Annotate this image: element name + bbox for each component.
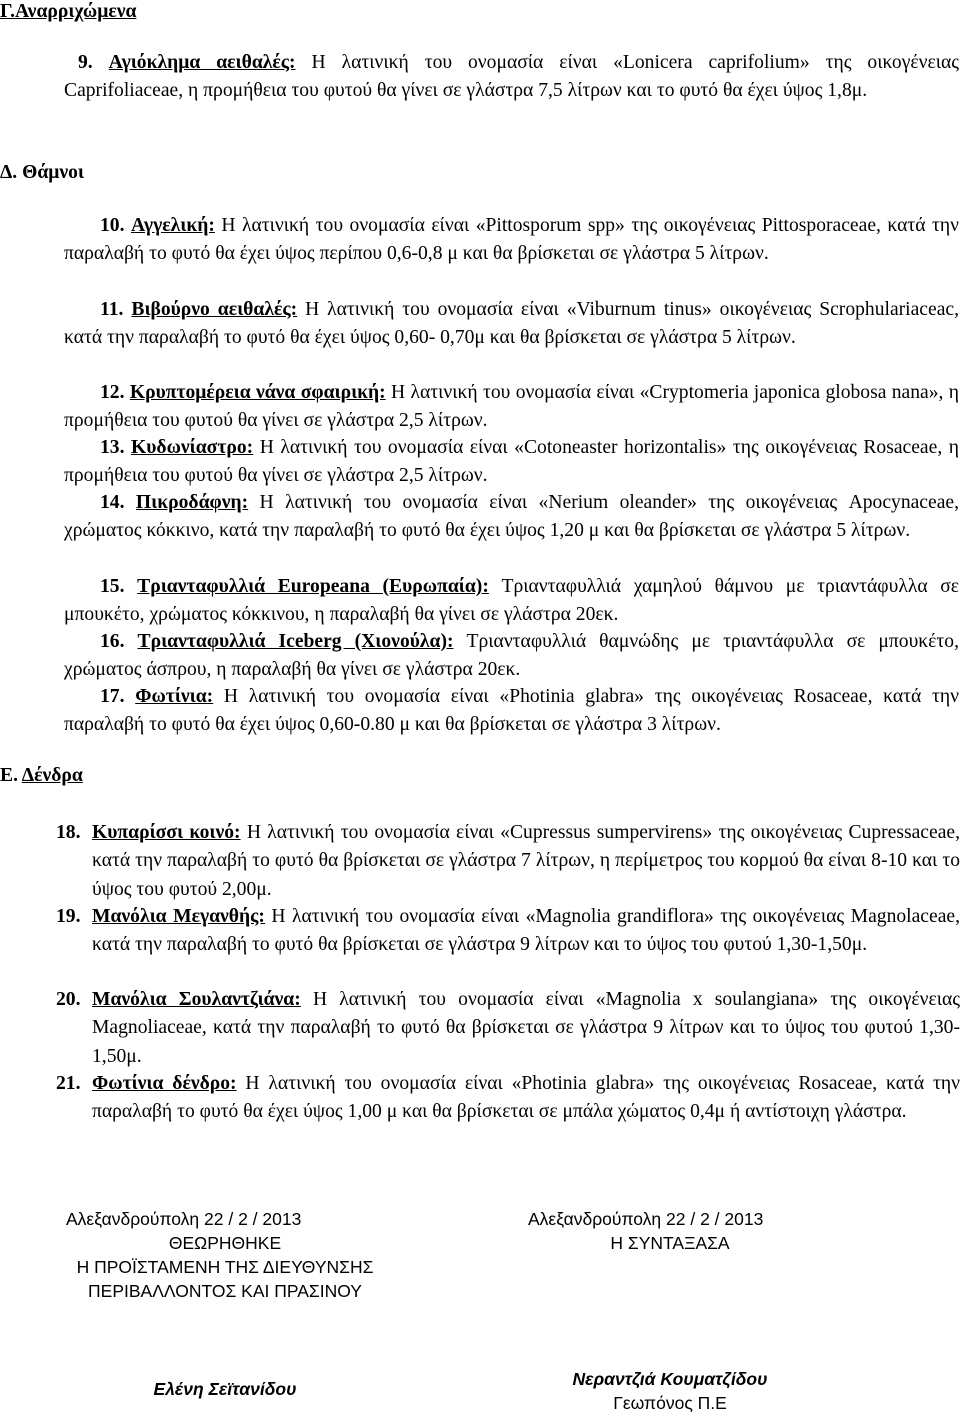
footer-right-line1: Η ΣΥΝΤΑΞΑΣΑ (610, 1233, 730, 1253)
item-name: Πικροδάφνη: (135, 492, 249, 513)
list-item-16: 16. Τριανταφυλλιά Iceberg (Χιονούλα): Τριανταφυλλιά θαμνώδης με τριαντάφυλλα σε μπουκέτο, χρώματος άσπρου, η παραλαβή θα γίνει σε γλάστρα 20εκ. (64, 631, 959, 681)
section-heading-gamma: Γ.Αναρριχώμενα (0, 1, 137, 22)
item-name: Κυπαρίσσι κοινό: (92, 822, 241, 843)
list-item-10: 10. Αγγελική: Η λατινική του ονομασία είναι «Pittosporum spp» της οικογένειας Pittosporaceae, κατά την παραλαβή το φυτό θα έχει ύψος περίπου 0,6-0,8 μ και θα βρίσκεται σε γλάστρα 5 λίτρων. (64, 215, 959, 265)
list-item-20: 20. Μανόλια Σουλαντζιάνα: Η λατινική του ονομασία είναι «Magnolia x soulangiana» της οικογένειας Magnoliaceae, κατά την παραλαβή το φυτό θα βρίσκεται σε γλάστρα 9 λίτρων και το ύψος του φυτού 1,30-1,50μ. (56, 989, 960, 1067)
item-text: Η λατινική του ονομασία είναι «Pittosporum spp» της οικογένειας Pittosporaceae, κατά την παραλαβή το φυτό θα έχει ύψος περίπου 0,6-0,8 μ και θα βρίσκεται σε γλάστρα 5 λίτρων. (64, 215, 959, 265)
item-text: Η λατινική του ονομασία είναι «Nerium oleander» της οικογένειας Apocynaceae, χρώματος κόκκινο, κατά την παραλαβή το φυτό θα έχει ύψος 1,20 μ και θα βρίσκεται σε γλάστρα 5 λίτρων. (64, 492, 959, 542)
list-item-13: 13. Κυδωνίαστρο: Η λατινική του ονομασία είναι «Cotoneaster horizontalis» της οικογένειας Rosaceae, η προμήθεια του φυτού θα γίνει σε γλάστρα 2,5 λίτρων. (64, 437, 959, 487)
item-name: Αγγελική: (131, 215, 215, 236)
item-text: Η λατινική του ονομασία είναι «Photinia glabra» της οικογένειας Rosaceae, κατά την παραλαβή το φυτό θα έχει ύψος 0,60-0.80 μ και θα βρίσκεται σε γλάστρα 3 λίτρων. (64, 686, 959, 736)
footer-left-line1: ΘΕΩΡΗΘΗΚΕ (168, 1233, 282, 1253)
footer-right-place-date: Αλεξανδρούπολη 22 / 2 / 2013 (528, 1209, 764, 1229)
list-item-21: 21. Φωτίνια δένδρο: Η λατινική του ονομασία είναι «Photinia glabra» της οικογένειας Rosaceae, κατά την παραλαβή το φυτό θα έχει ύψος 1,00 μ και θα βρίσκεται σε μπάλα χώματος 0,4μ ή αντίστοιχη γλάστρα. (56, 1073, 960, 1123)
item-text: Η λατινική του ονομασία είναι «Magnolia x soulangiana» της οικογένειας Magnoliaceae, κατά την παραλαβή το φυτό θα βρίσκεται σε γλάστρα 9 λίτρων και το ύψος του φυτού 1,30-1,50μ. (92, 989, 960, 1067)
item-name: Αγιόκλημα αειθαλές: (108, 52, 296, 73)
list-item-15: 15. Τριανταφυλλιά Europeana (Ευρωπαία): Τριανταφυλλιά χαμηλού θάμνου με τριαντάφυλλα σε μπουκέτο, χρώματος κόκκινου, η παραλαβή θα γίνει σε γλάστρα 20εκ. (64, 576, 960, 626)
list-item-17: 17. Φωτίνια: Η λατινική του ονομασία είναι «Photinia glabra» της οικογένειας Rosaceae, κατά την παραλαβή το φυτό θα έχει ύψος 0,60-0.80 μ και θα βρίσκεται σε γλάστρα 3 λίτρων. (64, 686, 959, 736)
list-item-14: 14. Πικροδάφνη: Η λατινική του ονομασία είναι «Nerium oleander» της οικογένειας Apocynaceae, χρώματος κόκκινο, κατά την παραλαβή το φυτό θα έχει ύψος 1,20 μ και θα βρίσκεται σε γλάστρα 5 λίτρων. (64, 492, 959, 542)
item-name: Κρυπτομέρεια νάνα σφαιρική: (129, 382, 386, 403)
footer-right-signer: Νεραντζιά Κουματζίδου (572, 1369, 768, 1389)
footer-left-line2: Η ΠΡΟΪΣΤΑΜΕΝΗ ΤΗΣ ΔΙΕΥΘΥΝΣΗΣ (76, 1257, 374, 1277)
list-item-19: 19. Μανόλια Μεγανθής: Η λατινική του ονομασία είναι «Magnolia grandiflora» της οικογένειας Magnolaceae, κατά την παραλαβή το φυτό θα βρίσκεται σε γλάστρα 9 λίτρων και το ύψος του φυτού 1,30-1,50μ. (56, 906, 960, 956)
item-name: Φωτίνια δένδρο: (92, 1073, 237, 1094)
footer-left-line3: ΠΕΡΙΒΑΛΛΟΝΤΟΣ ΚΑΙ ΠΡΑΣΙΝΟΥ (88, 1281, 362, 1301)
item-name: Μανόλια Μεγανθής: (92, 906, 265, 927)
section-heading-delta: Δ. Θάμνοι (0, 162, 84, 183)
footer-right-title: Γεωπόνος Π.Ε (613, 1393, 727, 1413)
item-text: Η λατινική του ονομασία είναι «Cryptomeria japonica globosa nana», η προμήθεια του φυτού θα γίνει σε γλάστρα 2,5 λίτρων. (64, 382, 960, 432)
item-name: Φωτίνια: (135, 686, 214, 707)
item-text: Η λατινική του ονομασία είναι «Lonicera caprifolium» της οικογένειας Caprifoliaceae, η προμήθεια του φυτού θα γίνει σε γλάστρα 7,5 λίτρων και το φυτό θα έχει ύψος 1,8μ. (64, 52, 959, 102)
item-text: Η λατινική του ονομασία είναι «Magnolia grandiflora» της οικογένειας Magnolaceae, κατά την παραλαβή το φυτό θα βρίσκεται σε γλάστρα 9 λίτρων και το ύψος του φυτού 1,30-1,50μ. (92, 906, 960, 956)
item-name: Βιβούρνο αειθαλές: (131, 299, 298, 320)
item-text: Η λατινική του ονομασία είναι «Cupressus sumpervirens» της οικογένειας Cupressaceae, κατά την παραλαβή το φυτό θα βρίσκεται σε γλάστρα 7 λίτρων, η περίμετρος του κορμού θα είναι 8-10 και το ύψος του φυτού 2,00μ. (92, 822, 960, 900)
item-text: Η λατινική του ονομασία είναι «Cotoneaster horizontalis» της οικογένειας Rosaceae, η προμήθεια του φυτού θα γίνει σε γλάστρα 2,5 λίτρων. (64, 437, 959, 487)
item-name: Μανόλια Σουλαντζιάνα: (92, 989, 301, 1010)
list-item-18: 18. Κυπαρίσσι κοινό: Η λατινική του ονομασία είναι «Cupressus sumpervirens» της οικογένειας Cupressaceae, κατά την παραλαβή το φυτό θα βρίσκεται σε γλάστρα 7 λίτρων, η περίμετρος του κορμού θα είναι 8-10 και το ύψος του φυτού 2,00μ. (56, 822, 960, 900)
item-text: Τριανταφυλλιά θαμνώδης με τριαντάφυλλα σε μπουκέτο, χρώματος άσπρου, η παραλαβή θα γίνει σε γλάστρα 20εκ. (64, 631, 959, 681)
list-item-11: 11. Βιβούρνο αειθαλές: Η λατινική του ονομασία είναι «Viburnum tinus» οικογένειας Scrophulariaceac, κατά την παραλαβή το φυτό θα έχει ύψος 0,60- 0,70μ και θα βρίσκεται σε γλάστρα 5 λίτρων. (64, 299, 959, 349)
list-item-9: 9. Αγιόκλημα αειθαλές: Η λατινική του ονομασία είναι «Lonicera caprifolium» της οικογένειας Caprifoliaceae, η προμήθεια του φυτού θα γίνει σε γλάστρα 7,5 λίτρων και το φυτό θα έχει ύψος 1,8μ. (64, 52, 959, 102)
section-heading-epsilon: Ε. Δένδρα (0, 765, 83, 786)
item-name: Τριανταφυλλιά Iceberg (Χιονούλα): (137, 631, 454, 652)
item-name: Κυδωνίαστρο: (131, 437, 254, 458)
item-text: Η λατινική του ονομασία είναι «Photinia glabra» της οικογένειας Rosaceae, κατά την παραλαβή το φυτό θα έχει ύψος 1,00 μ και θα βρίσκεται σε μπάλα χώματος 0,4μ ή αντίστοιχη γλάστρα. (92, 1073, 960, 1123)
item-text: Η λατινική του ονομασία είναι «Viburnum tinus» οικογένειας Scrophulariaceac, κατά την παραλαβή το φυτό θα έχει ύψος 0,60- 0,70μ και θα βρίσκεται σε γλάστρα 5 λίτρων. (64, 299, 959, 349)
footer-left-signer: Ελένη Σεϊτανίδου (153, 1379, 297, 1399)
footer-left-place-date: Αλεξανδρούπολη 22 / 2 / 2013 (66, 1209, 302, 1229)
list-item-12: 12. Κρυπτομέρεια νάνα σφαιρική: Η λατινική του ονομασία είναι «Cryptomeria japonica globosa nana», η προμήθεια του φυτού θα γίνει σε γλάστρα 2,5 λίτρων. (64, 382, 960, 432)
item-name: Τριανταφυλλιά Europeana (Ευρωπαία): (137, 576, 489, 597)
item-text: Τριανταφυλλιά χαμηλού θάμνου με τριαντάφυλλα σε μπουκέτο, χρώματος κόκκινου, η παραλαβή θα γίνει σε γλάστρα 20εκ. (64, 576, 960, 626)
